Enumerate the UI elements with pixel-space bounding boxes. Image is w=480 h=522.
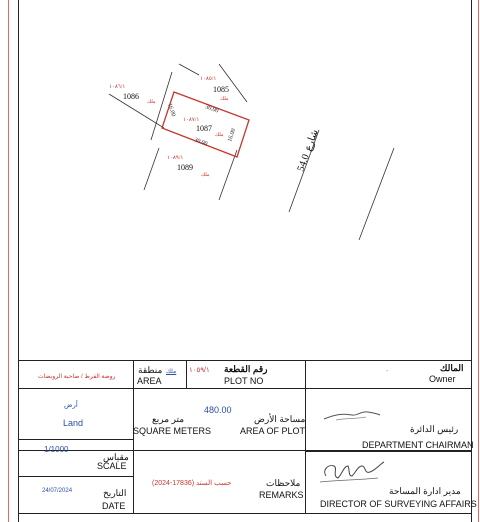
date-ar: التاريخ (103, 488, 127, 498)
plot-1086-ar: ١٠٨٦/١ (109, 84, 126, 90)
table-top (18, 360, 472, 361)
area-value: 480.00 (204, 405, 232, 415)
right-split (305, 451, 472, 452)
director-signature (318, 456, 388, 486)
date-en: DATE (102, 501, 126, 511)
director-ar: مدير ادارة المساحة (389, 486, 461, 496)
remarks-value: حسب السند (17836-2024) (152, 480, 232, 487)
plot-1085-ar: ١٠٨٥/١ (200, 76, 217, 82)
plot-1087-ar: ١٠٨٧/١ (183, 117, 200, 123)
plot-1085-tag: ملك (220, 97, 229, 102)
col-sep-c (186, 360, 187, 388)
owner-label-en: Owner (429, 374, 456, 384)
area-name: روضة القرط / ضاحية الرويضات (38, 374, 116, 380)
plot-1087-no: 1087 (196, 124, 212, 133)
land-en: Land (63, 418, 84, 428)
plot-tag: ملك (166, 369, 177, 375)
dim-bottom: 30.00 (193, 137, 209, 148)
chairman-en: DEPARTMENT CHAIRMAN (362, 440, 474, 450)
unit-ar: متر مربع (152, 414, 185, 424)
scale-en: SCALE (97, 461, 127, 471)
row-sep-1 (18, 388, 472, 389)
area-plot-ar: مساحة الأرض (254, 414, 306, 424)
land-ar: أرض (64, 402, 78, 409)
col-sep-a (133, 360, 134, 513)
table-bottom (18, 513, 472, 514)
left-split-1 (18, 439, 133, 440)
street-label: 54.0شارع (295, 128, 321, 174)
plot-1087-tag: ملك (215, 133, 224, 138)
plot-1089-ar: ١٠٨٩/١ (167, 155, 184, 161)
director-en: DIRECTOR OF SURVEYING AFFAIRS (320, 499, 477, 509)
plot-1085-no: 1085 (213, 85, 229, 94)
owner-value: - (386, 368, 389, 375)
frame-right-outer (478, 0, 479, 522)
plot-1089-no: 1089 (177, 163, 193, 172)
scale-ar: مقياس (103, 452, 129, 462)
col-sep-b (305, 360, 306, 513)
chairman-signature (322, 405, 382, 425)
area-plot-en: AREA OF PLOT (240, 426, 306, 436)
plot-label-ar: رقم القطعة (224, 364, 268, 374)
area-label-ar: منطقة (138, 365, 163, 375)
plot-value: ١٠٥٩/١ (189, 367, 210, 374)
left-split-2 (18, 476, 133, 477)
scale-value: 1/1000 (44, 445, 69, 454)
remarks-en: REMARKS (259, 490, 304, 500)
date-value: 24/07/2024 (42, 488, 73, 494)
remarks-ar: ملاحظات (266, 478, 301, 488)
owner-label-ar: المالك (440, 363, 464, 373)
dim-right: 16.00 (227, 127, 238, 143)
frame-left-red (8, 0, 9, 522)
unit-en: SQUARE METERS (133, 426, 212, 436)
plot-1086-no: 1086 (123, 92, 139, 101)
plot-1089-tag: ملك (201, 173, 210, 178)
chairman-ar: رئيس الدائرة (410, 424, 459, 434)
area-label-en: AREA (137, 376, 162, 386)
plot-label-en: PLOT NO (224, 376, 264, 386)
dim-top: 30.00 (204, 104, 220, 115)
plot-drawing (19, 0, 471, 360)
dim-left: 16.00 (166, 102, 176, 118)
neighbor-lines (109, 64, 394, 240)
plot-1086-tag: ملك (147, 100, 156, 105)
